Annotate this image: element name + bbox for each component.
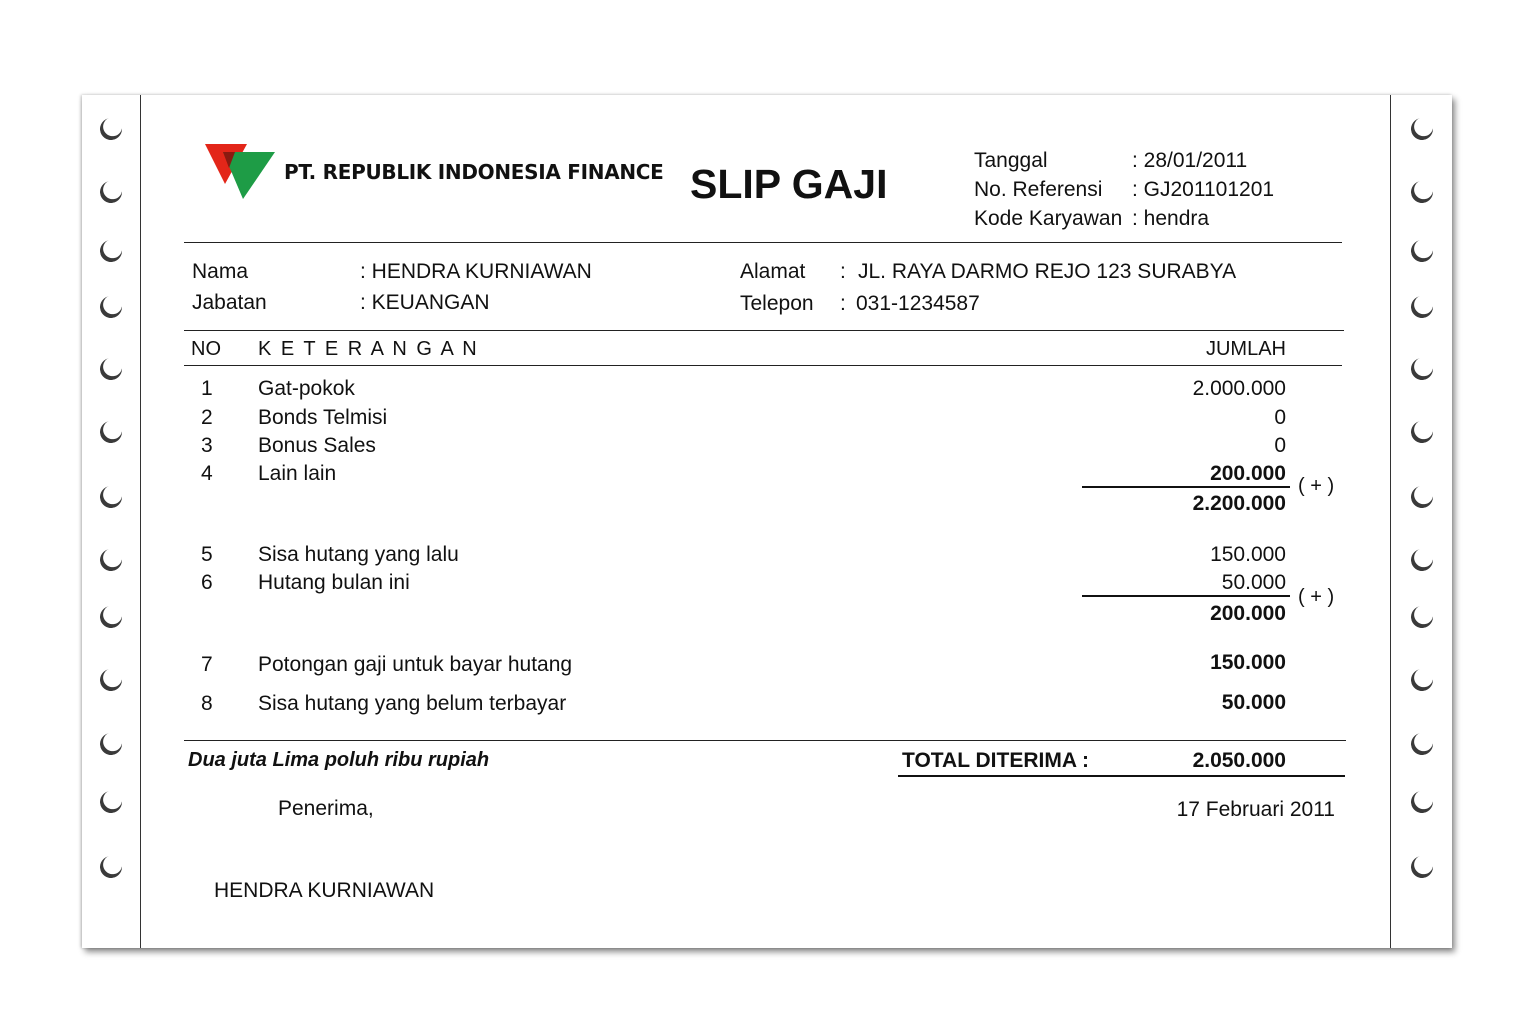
telepon-separator: : — [840, 292, 846, 315]
row-desc: Bonus Sales — [258, 434, 376, 457]
jabatan-value: : KEUANGAN — [360, 291, 490, 314]
alamat-label: Alamat — [740, 260, 806, 283]
page-title: SLIP GAJI — [690, 161, 888, 207]
meta-kode-value: : hendra — [1132, 207, 1210, 230]
row-desc: Potongan gaji untuk bayar hutang — [258, 653, 573, 676]
debt-plus-marker: ( + ) — [1298, 586, 1335, 608]
row-desc: Bonds Telmisi — [258, 406, 388, 429]
row-desc: Sisa hutang yang belum terbayar — [258, 692, 567, 715]
company-name: PT. REPUBLIK INDONESIA FINANCE — [284, 160, 664, 184]
row-no: 1 — [201, 377, 213, 400]
meta-tanggal-label: Tanggal — [974, 149, 1048, 172]
table-header-divider — [184, 365, 1342, 366]
row-amount: 2.000.000 — [1192, 377, 1286, 400]
alamat-separator: : — [840, 260, 846, 283]
jabatan-label: Jabatan — [192, 291, 267, 314]
debt-subtotal: 200.000 — [1210, 602, 1286, 625]
column-header-jumlah: JUMLAH — [1205, 338, 1286, 360]
left-perforation-line — [140, 95, 141, 948]
slip-date: 17 Februari 2011 — [1176, 798, 1335, 821]
meta-referensi-value: : GJ201101201 — [1132, 178, 1275, 201]
row-desc: Sisa hutang yang lalu — [258, 543, 459, 566]
income-subtotal: 2.200.000 — [1192, 492, 1286, 515]
meta-referensi-label: No. Referensi — [974, 178, 1103, 201]
meta-tanggal-value: : 28/01/2011 — [1132, 149, 1248, 172]
footer-divider — [184, 740, 1346, 741]
debt-sum-line — [1082, 595, 1290, 597]
row-desc: Gat-pokok — [258, 377, 355, 400]
table-top-divider — [184, 330, 1344, 331]
income-plus-marker: ( + ) — [1298, 475, 1335, 497]
amount-in-words: Dua juta Lima poluh ribu rupiah — [188, 749, 490, 771]
row-no: 8 — [201, 692, 213, 715]
row-amount: 50.000 — [1221, 691, 1286, 714]
column-header-keterangan: K E T E R A N G A N — [258, 338, 479, 360]
total-underline — [898, 775, 1345, 777]
row-amount: 0 — [1274, 434, 1286, 457]
right-perforation-line — [1390, 95, 1391, 948]
row-no: 5 — [201, 543, 213, 566]
meta-kode-label: Kode Karyawan — [974, 207, 1123, 230]
nama-label: Nama — [192, 260, 249, 283]
row-no: 7 — [201, 653, 213, 676]
row-desc: Hutang bulan ini — [258, 571, 410, 594]
penerima-label: Penerima, — [278, 797, 374, 820]
total-label: TOTAL DITERIMA : — [902, 749, 1090, 772]
row-amount: 150.000 — [1210, 651, 1286, 674]
row-desc: Lain lain — [258, 462, 337, 485]
row-amount: 0 — [1274, 406, 1286, 429]
row-no: 6 — [201, 571, 213, 594]
row-amount: 200.000 — [1210, 462, 1286, 485]
telepon-value: 031-1234587 — [856, 292, 980, 315]
row-no: 2 — [201, 406, 213, 429]
row-amount: 150.000 — [1210, 543, 1286, 566]
company-logo-icon — [205, 144, 277, 200]
nama-value: : HENDRA KURNIAWAN — [360, 260, 592, 283]
signer-name: HENDRA KURNIAWAN — [214, 879, 435, 902]
row-amount: 50.000 — [1221, 571, 1286, 594]
row-no: 4 — [201, 462, 213, 485]
income-sum-line — [1082, 486, 1290, 488]
column-header-no: NO — [191, 338, 221, 360]
row-no: 3 — [201, 434, 213, 457]
header-divider — [184, 242, 1342, 243]
telepon-label: Telepon — [740, 292, 814, 315]
total-value: 2.050.000 — [1192, 749, 1286, 772]
alamat-value: JL. RAYA DARMO REJO 123 SURABYA — [858, 260, 1237, 283]
